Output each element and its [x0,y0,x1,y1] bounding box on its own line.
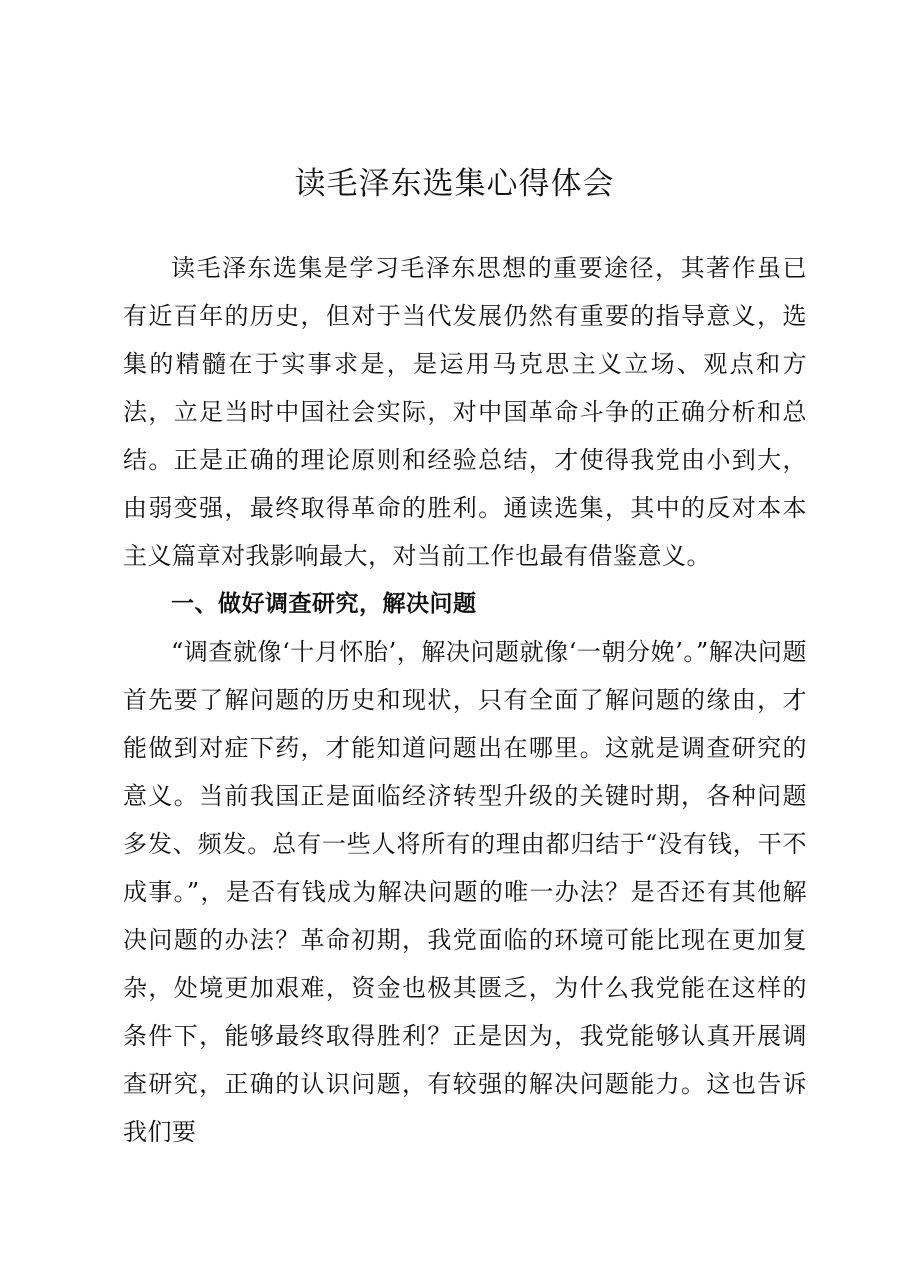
document-body [123,244,807,1156]
section-heading: 一、做好调查研究，解决问题 [171,591,477,617]
paragraph-intro: 读毛泽东选集是学习毛泽东思想的重要途径，其著作虽已有近百年的历史，但对于当代发展仍然有重要的指导意义，选集的精髓在于实事求是，是运用马克思主义立场、观点和方法，立足当时中国社会实际，对中国革命斗争的正确分析和总结。正是正确的理论原则和经验总结，才使得我党由小到大，由弱变强，最终取得革命的胜利。通读选集，其中的反对本本主义篇章对我影响最大，对当前工作也最有借鉴意义。 [123,254,807,570]
paragraph-section-one: “调查就像‘十月怀胎’，解决问题就像‘一朝分娩’。”解决问题首先要了解问题的历史和现状，只有全面了解问题的缘由，才能做到对症下药，才能知道问题出在哪里。这就是调查研究的意义。当前我国正是面临经济转型升级的关键时期，各种问题多发、频发。总有一些人将所有的理由都归结于“没有钱，干不成事。”，是否有钱成为解决问题的唯一办法？是否还有其他解决问题的办法？革命初期，我党面临的环境可能比现在更加复杂，处境更加艰难，资金也极其匮乏，为什么我党能在这样的条件下，能够最终取得胜利？正是因为，我党能够认真开展调查研究，正确的认识问题，有较强的解决问题能力。这也告诉我们要 [123,638,807,1146]
document-title: 读毛泽东选集心得体会 [294,166,615,202]
